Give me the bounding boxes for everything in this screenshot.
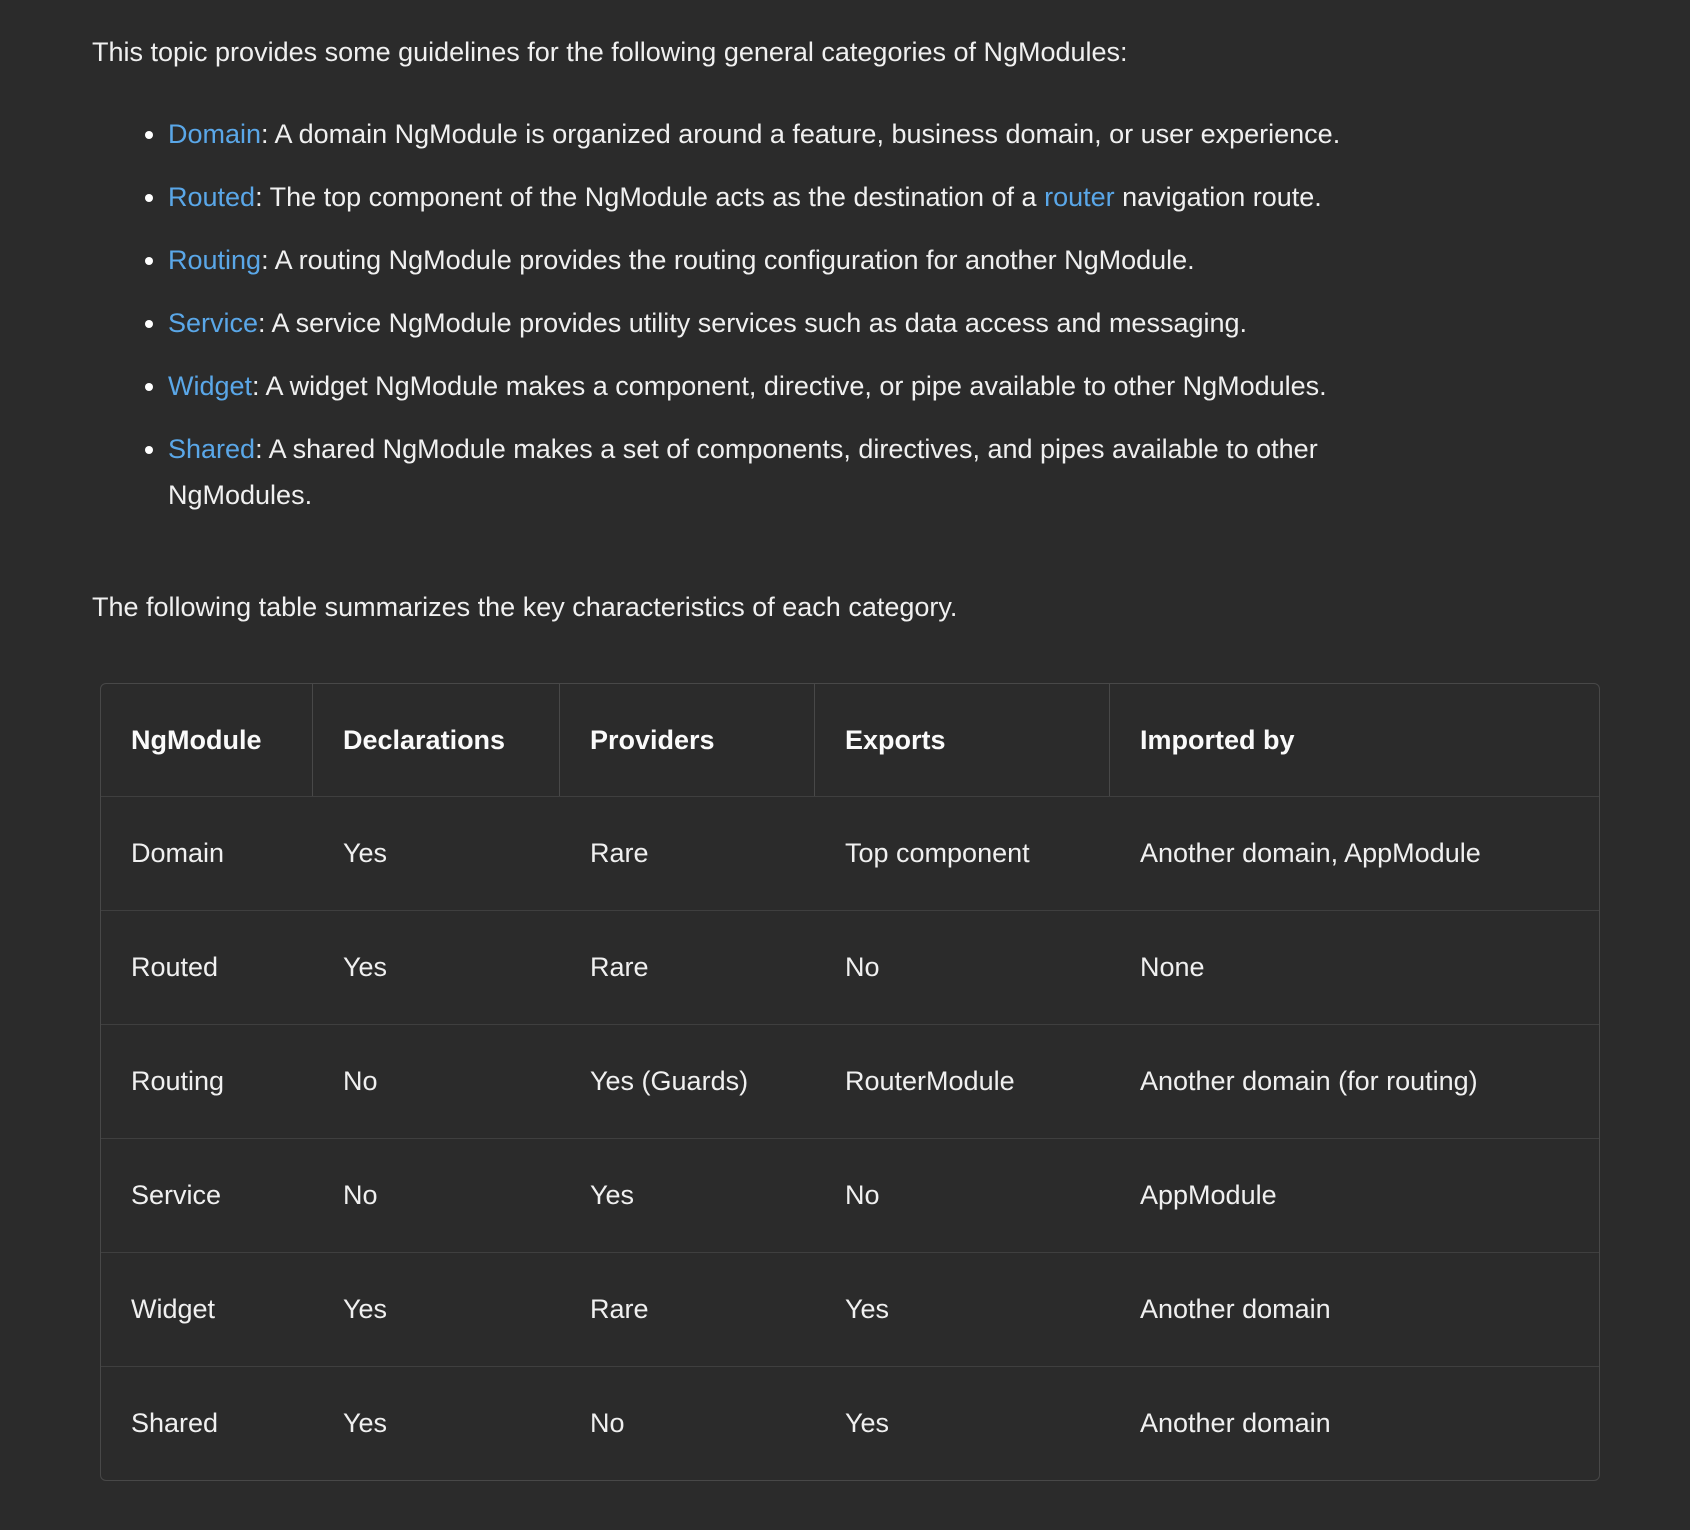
- list-item: [168, 237, 1438, 283]
- intro-paragraph: This topic provides some guidelines for the following general categories of NgModules:: [92, 37, 1128, 67]
- table-cell: Rare: [560, 910, 815, 1024]
- column-header: Providers: [560, 684, 815, 796]
- table-cell: Yes: [313, 910, 560, 1024]
- table-intro-paragraph: The following table summarizes the key characteristics of each category.: [92, 592, 958, 622]
- list-item-text: : A shared NgModule makes a set of components, directives, and pipes available to other NgModules.: [168, 434, 1318, 510]
- table-cell: Yes (Guards): [560, 1024, 815, 1138]
- table-cell: Yes: [313, 1252, 560, 1366]
- table-cell: Shared: [101, 1366, 313, 1480]
- table-cell: Widget: [101, 1252, 313, 1366]
- table-cell: Routing: [101, 1024, 313, 1138]
- table-row: [101, 1366, 1599, 1480]
- table-cell: No: [815, 1138, 1110, 1252]
- table-cell: Yes: [815, 1366, 1110, 1480]
- link-router[interactable]: router: [1044, 182, 1115, 212]
- list-item-text: : A widget NgModule makes a component, directive, or pipe available to other NgModules.: [252, 371, 1327, 401]
- list-item: [168, 111, 1438, 157]
- table-row: [101, 1252, 1599, 1366]
- link-domain[interactable]: Domain: [168, 119, 262, 149]
- link-service[interactable]: Service: [168, 308, 259, 338]
- ngmodule-summary-table: [100, 683, 1600, 1481]
- table-cell: Routed: [101, 910, 313, 1024]
- table-row: [101, 1138, 1599, 1252]
- table-cell: Yes: [313, 796, 560, 910]
- link-routed[interactable]: Routed: [168, 182, 256, 212]
- table-header: [101, 684, 1599, 796]
- table-row: [101, 910, 1599, 1024]
- column-header: Declarations: [313, 684, 560, 796]
- table-cell: RouterModule: [815, 1024, 1110, 1138]
- list-item: [168, 426, 1438, 518]
- table-cell: No: [560, 1366, 815, 1480]
- list-item-text: : The top component of the NgModule acts as the destination of a: [255, 182, 1045, 212]
- table-cell: Another domain (for routing): [1110, 1024, 1599, 1138]
- table-cell: Rare: [560, 1252, 815, 1366]
- column-header: Exports: [815, 684, 1110, 796]
- table-cell: Domain: [101, 796, 313, 910]
- list-item: [168, 174, 1438, 220]
- table-cell: No: [313, 1138, 560, 1252]
- table-cell: No: [313, 1024, 560, 1138]
- list-item-text: : A service NgModule provides utility services such as data access and messaging.: [258, 308, 1248, 338]
- column-header: NgModule: [101, 684, 313, 796]
- table-cell: Top component: [815, 796, 1110, 910]
- table-cell: Yes: [313, 1366, 560, 1480]
- table-cell: Yes: [560, 1138, 815, 1252]
- link-widget[interactable]: Widget: [168, 371, 253, 401]
- list-item: [168, 363, 1438, 409]
- column-header: Imported by: [1140, 724, 1295, 755]
- table-row: [101, 796, 1599, 910]
- list-item: [168, 300, 1438, 346]
- ngmodule-categories-list: [92, 111, 1600, 518]
- link-shared[interactable]: Shared: [168, 434, 256, 464]
- list-item-text: navigation route.: [1114, 182, 1322, 212]
- table-cell: Another domain, AppModule: [1110, 796, 1599, 910]
- table-cell: Service: [101, 1138, 313, 1252]
- table-cell: Another domain: [1110, 1252, 1599, 1366]
- table-cell: Rare: [560, 796, 815, 910]
- table-body: [101, 796, 1599, 1480]
- table-cell: No: [815, 910, 1110, 1024]
- list-item-text: : A domain NgModule is organized around a feature, business domain, or user experience.: [261, 119, 1341, 149]
- list-item-text: : A routing NgModule provides the routing configuration for another NgModule.: [261, 245, 1195, 275]
- table-cell: Another domain: [1110, 1366, 1599, 1480]
- table-cell: AppModule: [1110, 1138, 1599, 1252]
- link-routing[interactable]: Routing: [168, 245, 262, 275]
- table-cell: None: [1110, 910, 1599, 1024]
- table-cell: Yes: [815, 1252, 1110, 1366]
- table-header-row: [101, 684, 1599, 796]
- table-row: [101, 1024, 1599, 1138]
